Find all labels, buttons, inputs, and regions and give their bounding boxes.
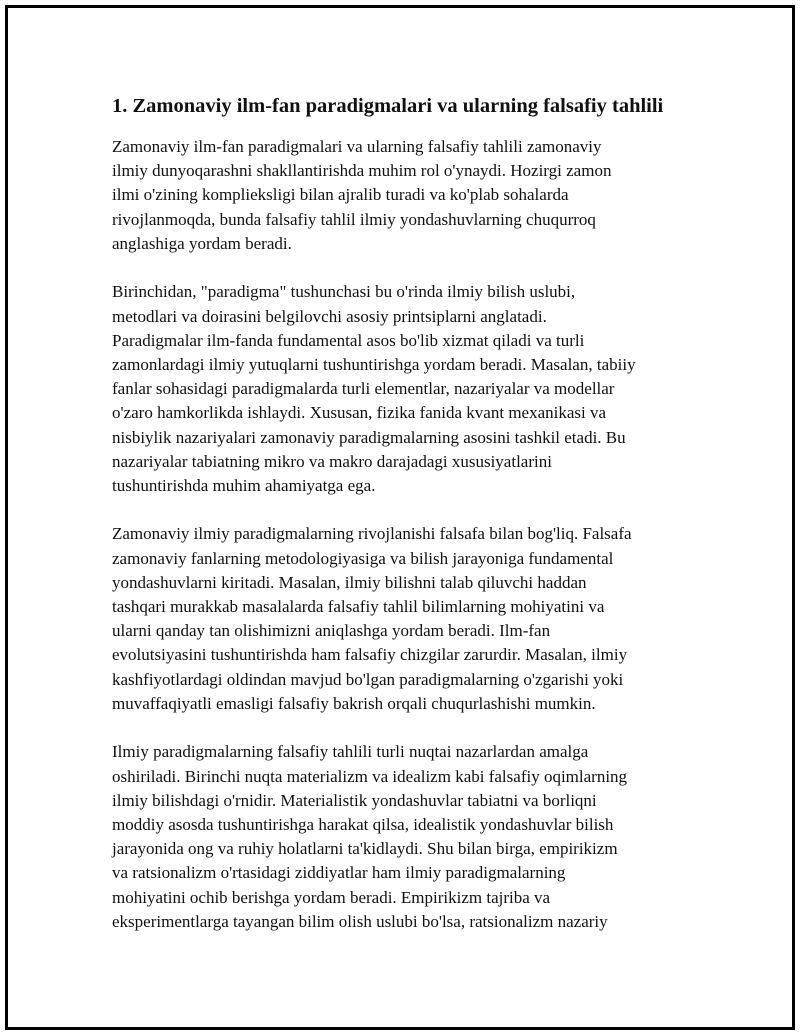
- text-line: anglashiga yordam beradi.: [112, 233, 292, 253]
- text-line: moddiy asosda tushuntirishga harakat qilsa, idealistik yondashuvlar bilish: [112, 814, 614, 834]
- text-line: nazariyalar tabiatning mikro va makro darajadagi xususiyatlarini: [112, 451, 552, 471]
- text-line: Birinchidan, "paradigma" tushunchasi bu o'rinda ilmiy bilish uslubi,: [112, 282, 576, 302]
- text-line: ilmiy bilishdagi o'rnidir. Materialistik yondashuvlar tabiatni va borliqni: [112, 790, 597, 810]
- text-line: tashqari murakkab masalalarda falsafiy tahlil bilimlarning mohiyatini va: [112, 597, 605, 617]
- text-line: kashfiyotlardagi oldindan mavjud bo'lgan paradigmalarning o'zgarishi yoki: [112, 669, 624, 689]
- text-line: mohiyatini ochib berishga yordam beradi. Empirikizm tajriba va: [112, 887, 551, 907]
- text-line: ilmiy dunyoqarashni shakllantirishda muhim rol o'ynaydi. Hozirgi zamon: [112, 161, 612, 181]
- text-line: va ratsionalizm o'rtasidagi ziddiyatlar ham ilmiy paradigmalarning: [112, 863, 566, 883]
- text-line: evolutsiyasini tushuntirishda ham falsafiy chizgilar zarurdir. Masalan, ilmiy: [112, 645, 628, 665]
- text-line: zamonlardagi ilmiy yutuqlarni tushuntirishga yordam beradi. Masalan, tabiiy: [112, 354, 636, 374]
- paragraph-paradigm-definition: [112, 280, 692, 498]
- text-line: nisbiylik nazariyalari zamonaviy paradigmalarning asosini tashkil etadi. Bu: [112, 427, 626, 447]
- text-line: yondashuvlarni kiritadi. Masalan, ilmiy bilishni talab qiluvchi haddan: [112, 572, 587, 592]
- text-line: jarayonida ong va ruhiy holatlarni ta'kidlaydi. Shu bilan birga, empirikizm: [112, 839, 618, 859]
- text-line: Zamonaviy ilmiy paradigmalarning rivojlanishi falsafa bilan bog'liq. Falsafa: [112, 524, 632, 544]
- text-line: ilmi o'zining komplieksligi bilan ajralib turadi va ko'plab sohalarda: [112, 185, 569, 205]
- text-line: fanlar sohasidagi paradigmalarda turli elementlar, nazariyalar va modellar: [112, 379, 615, 399]
- section-heading: 1. Zamonaviy ilm-fan paradigmalari va ularning falsafiy tahlili: [112, 95, 664, 117]
- text-line: metodlari va doirasini belgilovchi asosiy printsiplarni anglatadi.: [112, 306, 547, 326]
- text-line: ularni qanday tan olishimizni aniqlashga yordam beradi. Ilm-fan: [112, 621, 551, 641]
- text-line: oshiriladi. Birinchi nuqta materializm va idealizm kabi falsafiy oqimlarning: [112, 766, 628, 786]
- text-line: eksperimentlarga tayangan bilim olish uslubi bo'lsa, ratsionalizm nazariy: [112, 911, 608, 931]
- paragraph-philosophical-analysis: [112, 740, 692, 934]
- text-line: Paradigmalar ilm-fanda fundamental asos bo'lib xizmat qiladi va turli: [112, 330, 585, 350]
- paragraph-intro: [112, 135, 692, 256]
- text-line: rivojlanmoqda, bunda falsafiy tahlil ilmiy yondashuvlarning chuqurroq: [112, 209, 596, 229]
- text-line: zamonaviy fanlarning metodologiyasiga va bilish jarayoniga fundamental: [112, 548, 614, 568]
- document-body: [112, 93, 692, 958]
- text-line: Ilmiy paradigmalarning falsafiy tahlili turli nuqtai nazarlardan amalga: [112, 742, 589, 762]
- text-line: Zamonaviy ilm-fan paradigmalari va ularning falsafiy tahlili zamonaviy: [112, 137, 602, 156]
- paragraph-philosophy-link: [112, 522, 692, 716]
- text-line: muvaffaqiyatli emasligi falsafiy bakrish orqali chuqurlashishi mumkin.: [112, 693, 596, 713]
- text-line: o'zaro hamkorlikda ishlaydi. Xususan, fizika fanida kvant mexanikasi va: [112, 403, 607, 423]
- text-line: tushuntirishda muhim ahamiyatga ega.: [112, 475, 376, 495]
